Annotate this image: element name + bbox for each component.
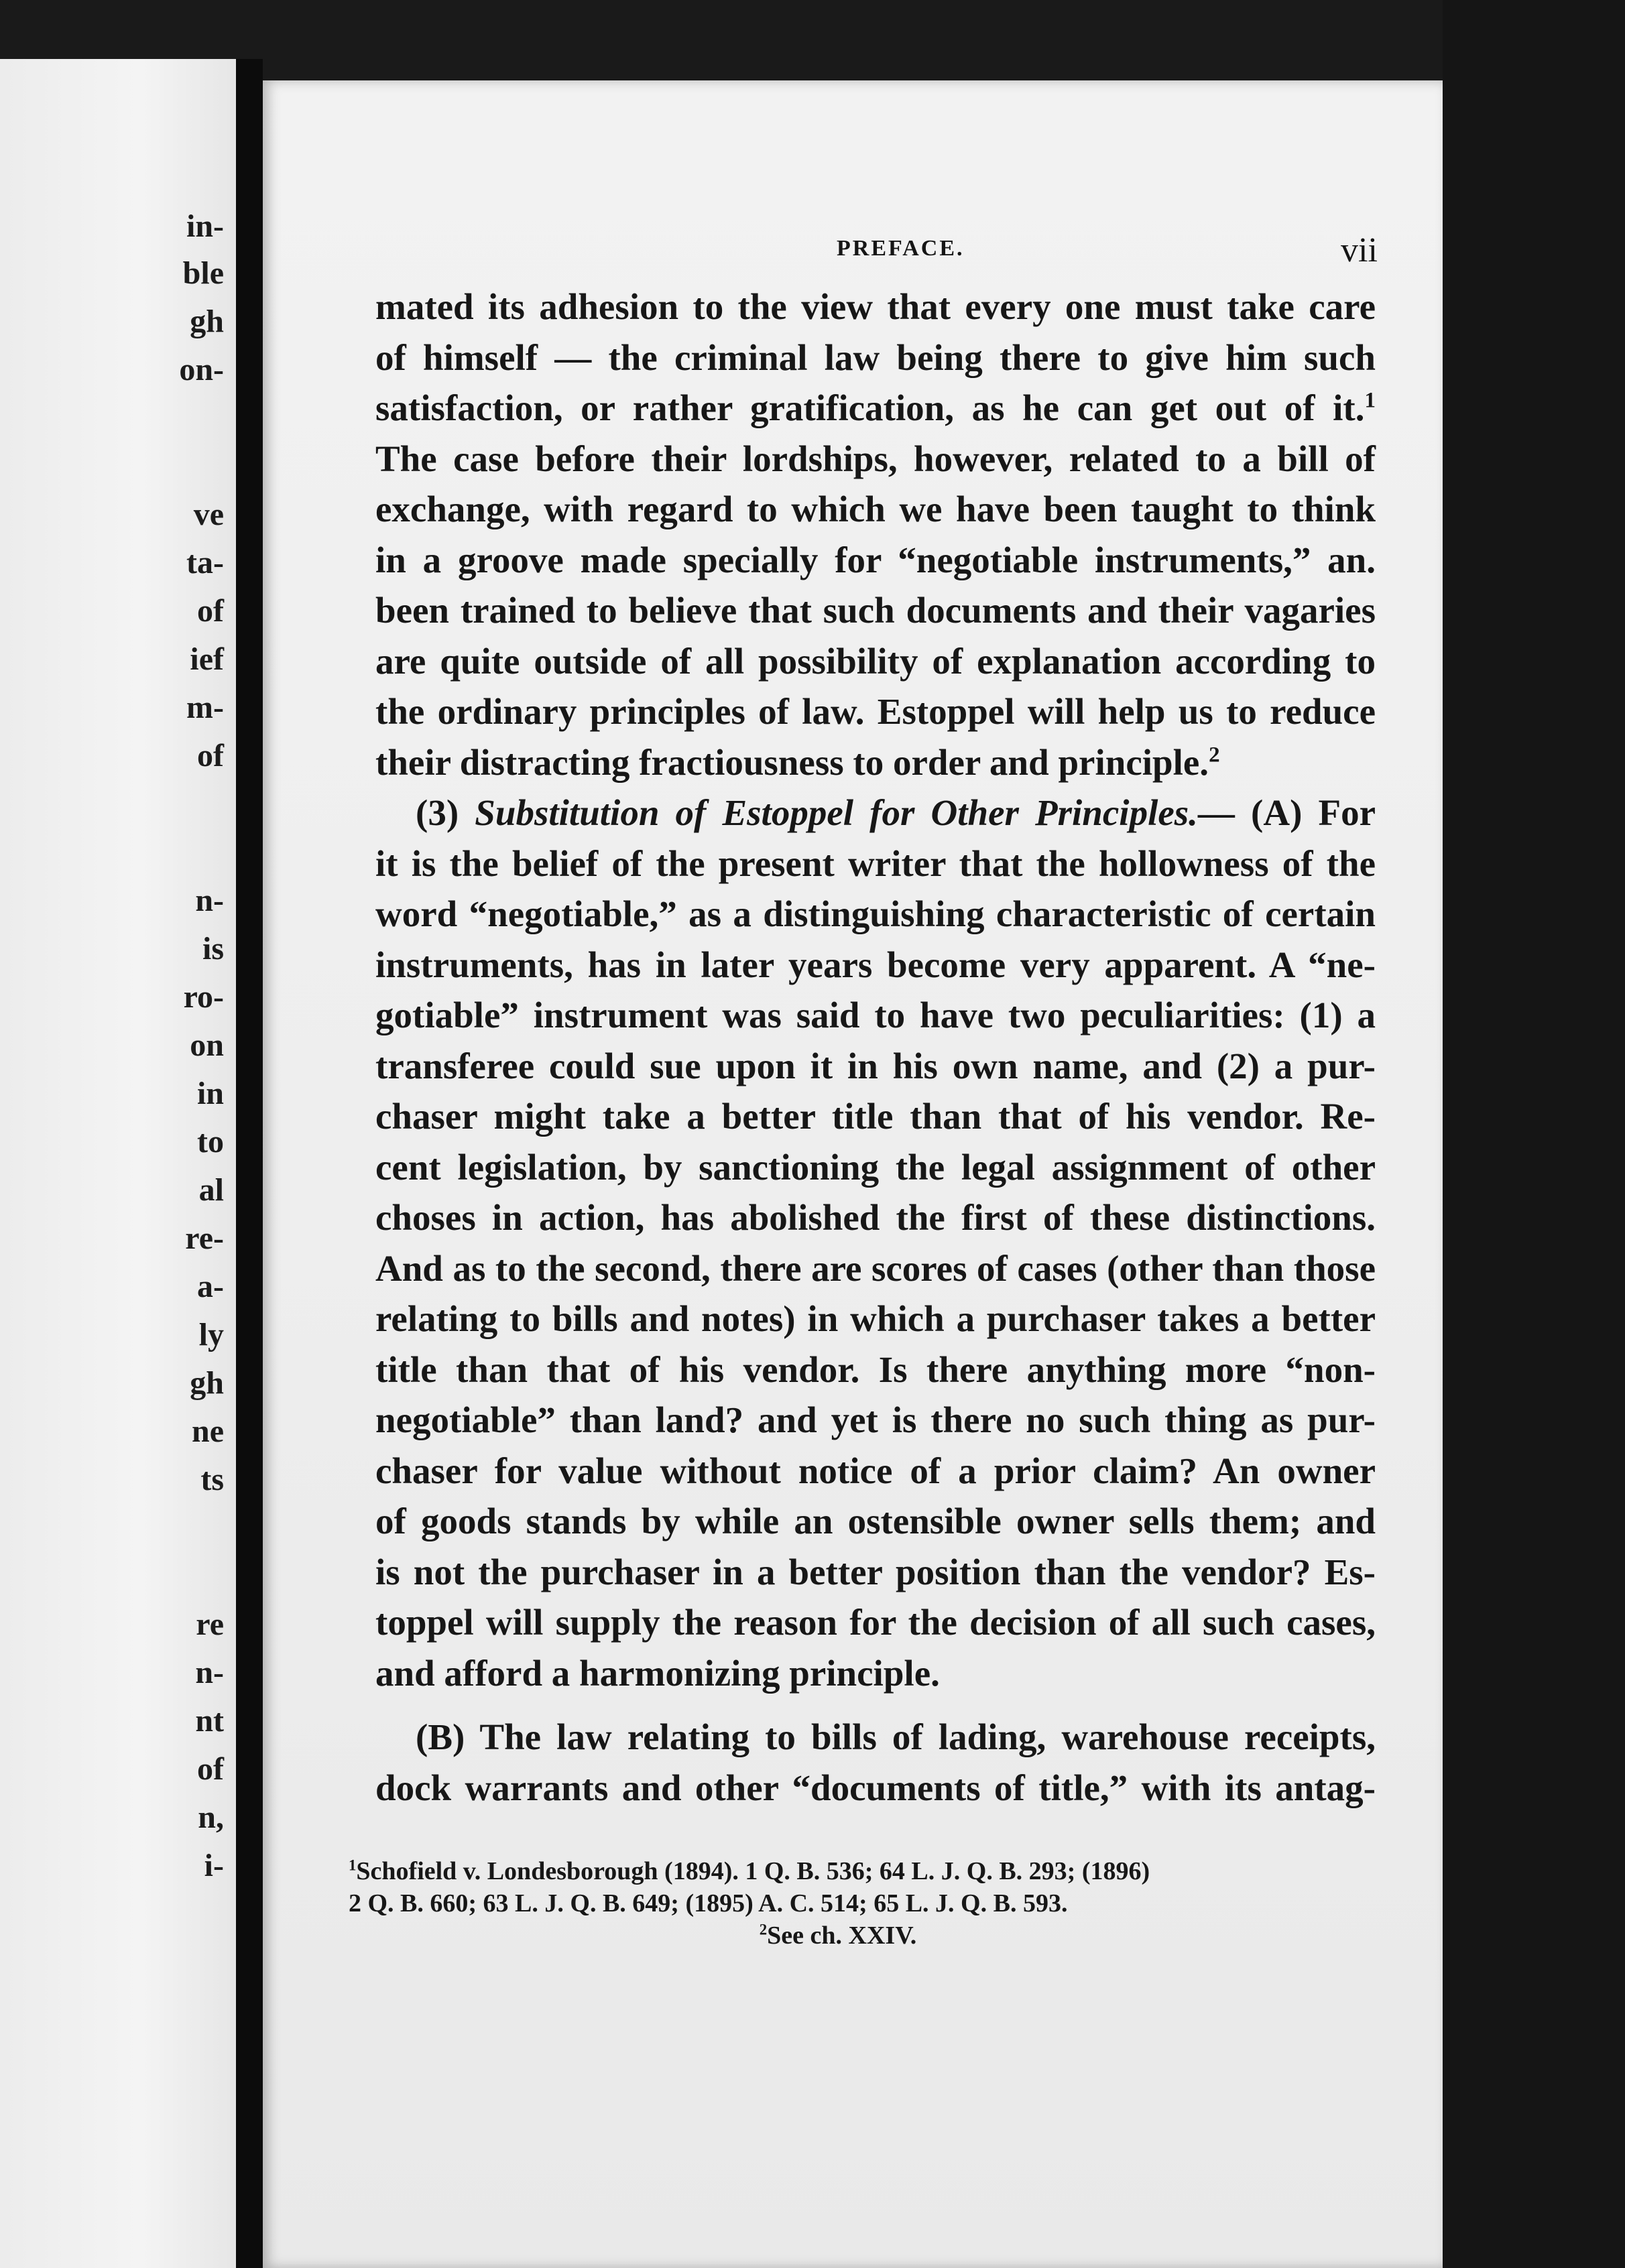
left-page-text-fragment: in bbox=[196, 1076, 224, 1111]
text-line bbox=[375, 585, 1376, 636]
left-page-text-fragment: is bbox=[202, 931, 224, 966]
paragraph-2 bbox=[375, 788, 1376, 1698]
footnote-reference: 1 bbox=[1364, 388, 1376, 413]
text-line-content: The case before their lordships, however, related to a bill of bbox=[375, 438, 1376, 479]
text-line bbox=[375, 535, 1376, 586]
text-line-content: in a groove made specially for “negotiable instruments,” an. bbox=[375, 539, 1376, 580]
left-page-text-fragment: ro- bbox=[183, 979, 224, 1015]
left-page-text-fragment: ts bbox=[200, 1462, 224, 1497]
left-page-text-fragment: ve bbox=[193, 497, 224, 532]
text-line: relating to bills and notes) in which a purchaser takes a better bbox=[375, 1298, 1376, 1339]
left-page-text-fragment: ly bbox=[198, 1317, 224, 1352]
footnote-1-line-2: 2 Q. B. 660; 63 L. J. Q. B. 649; (1895) A. C. 514; 65 L. J. Q. B. 593. bbox=[349, 1889, 1068, 1917]
footnote-1-text: Schofield v. Londesborough (1894). 1 Q. B. 536; 64 L. J. Q. B. 293; (1896) bbox=[356, 1857, 1150, 1885]
left-page-text-fragment: of bbox=[197, 1751, 224, 1787]
left-page-text-fragment: of bbox=[197, 593, 224, 629]
text-line: negotiable” than land? and yet is there no such thing as pur- bbox=[375, 1399, 1376, 1440]
footnote-reference: 2 bbox=[1209, 743, 1220, 767]
text-line bbox=[375, 434, 1376, 485]
left-page-text-fragment: ne bbox=[192, 1413, 224, 1449]
left-page-text-fragment: ta- bbox=[186, 545, 224, 580]
text-line: (B) The law relating to bills of lading, warehouse receipts, bbox=[416, 1716, 1376, 1757]
text-line-content: the ordinary principles of law. Estoppel will help us to reduce bbox=[375, 691, 1376, 732]
left-page-text-fragment: al bbox=[198, 1172, 224, 1208]
left-page-text-fragment: on bbox=[190, 1027, 224, 1063]
text-line: cent legislation, by sanctioning the legal assignment of other bbox=[375, 1146, 1376, 1188]
text-line: And as to the second, there are scores of cases (other than those bbox=[375, 1247, 1376, 1289]
text-line-content: of himself — the criminal law being there to give him such bbox=[375, 336, 1376, 378]
text-line bbox=[375, 383, 1376, 434]
left-page-text-fragment: a- bbox=[197, 1269, 224, 1304]
text-line bbox=[375, 281, 1376, 332]
text-line: transferee could sue upon it in his own name, and (2) a pur- bbox=[375, 1045, 1376, 1086]
text-line: of goods stands by while an ostensible owner sells them; and bbox=[375, 1501, 1376, 1541]
footnotes bbox=[349, 1855, 1327, 1952]
paragraph-3 bbox=[375, 1712, 1376, 1813]
left-page-text-fragment: on- bbox=[179, 352, 224, 387]
left-page-text-fragment: nt bbox=[195, 1703, 224, 1739]
left-page-text-fragment: ble bbox=[182, 255, 224, 291]
text-line: chaser for value without notice of a prior claim? An owner bbox=[375, 1450, 1376, 1491]
text-line: word “negotiable,” as a distinguishing characteristic of certain bbox=[375, 893, 1376, 934]
text-line bbox=[375, 737, 1376, 788]
body-text bbox=[375, 281, 1376, 1813]
left-page-text-fragment: i- bbox=[204, 1848, 224, 1883]
text-line bbox=[375, 484, 1376, 535]
text-line: title than that of his vendor. Is there anything more “non- bbox=[375, 1348, 1376, 1390]
section-heading: Substitution of Estoppel for Other Principles. bbox=[475, 792, 1198, 833]
left-page-text-fragment: gh bbox=[190, 304, 224, 339]
text-line: toppel will supply the reason for the decision of all such cases, bbox=[375, 1602, 1376, 1643]
text-line-content: their distracting fractiousness to order and principle. bbox=[375, 741, 1209, 783]
text-line: it is the belief of the present writer that the hollowness of the bbox=[375, 842, 1376, 884]
left-page-text-fragment: to bbox=[197, 1124, 224, 1159]
text-line: dock warrants and other “documents of title,” with its antag- bbox=[375, 1767, 1376, 1808]
footnote-2 bbox=[349, 1919, 1327, 1952]
left-page-fragment bbox=[0, 59, 236, 2268]
text-line: choses in action, has abolished the first of these distinctions. bbox=[375, 1197, 1376, 1238]
left-page-text-fragment: of bbox=[197, 738, 224, 773]
footnote-2-mark: 2 bbox=[759, 1921, 768, 1938]
footnote-1-line-1 bbox=[349, 1855, 1327, 1887]
page-number: vii bbox=[1341, 231, 1378, 269]
running-head: PREFACE. bbox=[837, 236, 965, 261]
left-page-text-fragment: n- bbox=[195, 883, 224, 918]
text-line-content: are quite outside of all possibility of explanation according to bbox=[375, 640, 1376, 682]
left-page-text-fragment: re- bbox=[185, 1220, 224, 1256]
left-page-text-fragment: n, bbox=[198, 1800, 224, 1835]
text-line: chaser might take a better title than that of his vendor. Re- bbox=[375, 1096, 1376, 1137]
text-line: gotiable” instrument was said to have two peculiarities: (1) a bbox=[375, 995, 1376, 1035]
text-line bbox=[375, 686, 1376, 737]
footnote-2-text: See ch. XXIV. bbox=[767, 1922, 917, 1950]
text-line: instruments, has in later years become very apparent. A “ne- bbox=[375, 944, 1376, 985]
paragraph-1 bbox=[375, 281, 1376, 788]
left-page-text-fragment: m- bbox=[186, 690, 224, 725]
left-page-text-fragment: n- bbox=[195, 1655, 224, 1690]
text-line-content: been trained to believe that such documents and their vagaries bbox=[375, 590, 1376, 631]
left-page-text-fragment: gh bbox=[190, 1365, 224, 1401]
text-line-content: satisfaction, or rather gratification, as he can get out of it. bbox=[375, 387, 1365, 428]
text-line-content: mated its adhesion to the view that every one must take care bbox=[375, 286, 1376, 327]
text-line bbox=[375, 332, 1376, 383]
section-opening: — (A) For bbox=[1197, 792, 1376, 833]
text-line-content: exchange, with regard to which we have been taught to think bbox=[375, 489, 1376, 529]
paragraph-2-first-line bbox=[375, 788, 1376, 838]
text-line: and afford a harmonizing principle. bbox=[375, 1652, 940, 1694]
section-number: (3) bbox=[416, 792, 459, 833]
text-line: is not the purchaser in a better position than the vendor? Es- bbox=[375, 1551, 1376, 1592]
scan-background bbox=[1443, 0, 1625, 2268]
left-page-text-fragment: re bbox=[196, 1606, 224, 1642]
text-line bbox=[375, 636, 1376, 687]
footnote-1-mark: 1 bbox=[349, 1856, 357, 1874]
binding-gutter bbox=[236, 59, 263, 2268]
left-page-text-fragment: ief bbox=[190, 641, 224, 677]
left-page-text-fragment: in- bbox=[186, 208, 224, 244]
